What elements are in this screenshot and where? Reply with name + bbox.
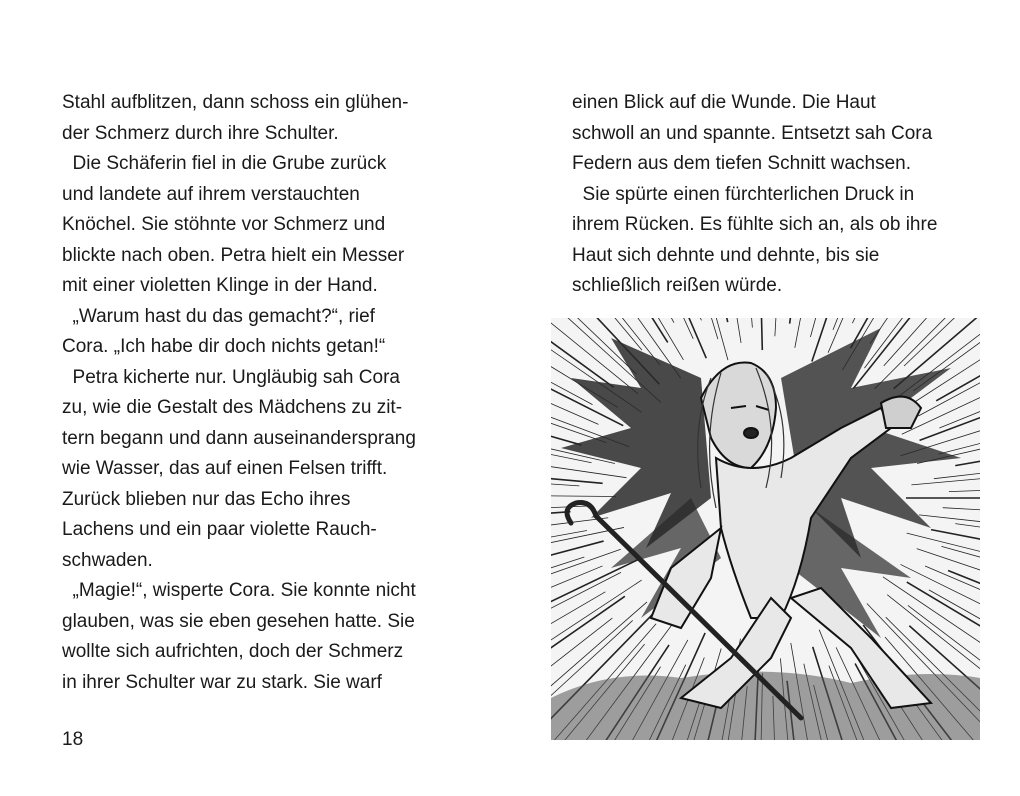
text-line: in ihrer Schulter war zu stark. Sie warf [62, 671, 382, 693]
left-text-column [62, 88, 462, 698]
text-line: wollte sich aufrichten, doch der Schmerz [62, 641, 404, 662]
illustration-svg [551, 318, 980, 740]
text-line: glauben, was sie eben gesehen hatte. Sie [62, 610, 415, 632]
text-line: Die Schäferin fiel in die Grube zurück [62, 153, 387, 174]
text-line: Lachens und ein paar violette Rauch- [62, 519, 377, 540]
text-line: mit einer violetten Klinge in der Hand. [62, 275, 378, 296]
right-text-column [572, 88, 972, 302]
text-line: schwaden. [62, 549, 153, 571]
text-line: und landete auf ihrem verstauchten [62, 183, 360, 205]
text-line: Federn aus dem tiefen Schnitt wachsen. [572, 153, 912, 174]
text-line: der Schmerz durch ihre Schulter. [62, 122, 339, 144]
text-line: schwoll an und spannte. Entsetzt sah Cora [572, 122, 933, 144]
text-line: tern begann und dann auseinandersprang [62, 427, 416, 449]
winged-figure-illustration [551, 318, 980, 740]
text-line: ihrem Rücken. Es fühlte sich an, als ob ihre [572, 214, 938, 235]
text-line: schließlich reißen würde. [572, 275, 783, 296]
text-line: wie Wasser, das auf einen Felsen trifft. [62, 458, 388, 479]
text-line: „Magie!“, wisperte Cora. Sie konnte nicht [62, 580, 416, 601]
text-line: einen Blick auf die Wunde. Die Haut [572, 92, 876, 113]
text-line: Cora. „Ich habe dir doch nichts getan!“ [62, 336, 386, 357]
text-line: Knöchel. Sie stöhnte vor Schmerz und [62, 214, 386, 235]
text-line: blickte nach oben. Petra hielt ein Messer [62, 244, 405, 266]
text-line: Petra kicherte nur. Ungläubig sah Cora [62, 366, 400, 388]
text-line: Stahl aufblitzen, dann schoss ein glühen- [62, 92, 409, 113]
text-line: zu, wie die Gestalt des Mädchens zu zit- [62, 397, 403, 418]
text-line: Zurück blieben nur das Echo ihres [62, 488, 351, 510]
page-number: 18 [62, 729, 84, 750]
text-line: Haut sich dehnte und dehnte, bis sie [572, 244, 880, 266]
text-line: Sie spürte einen fürchterlichen Druck in [572, 183, 915, 205]
text-line: „Warum hast du das gemacht?“, rief [62, 305, 375, 327]
